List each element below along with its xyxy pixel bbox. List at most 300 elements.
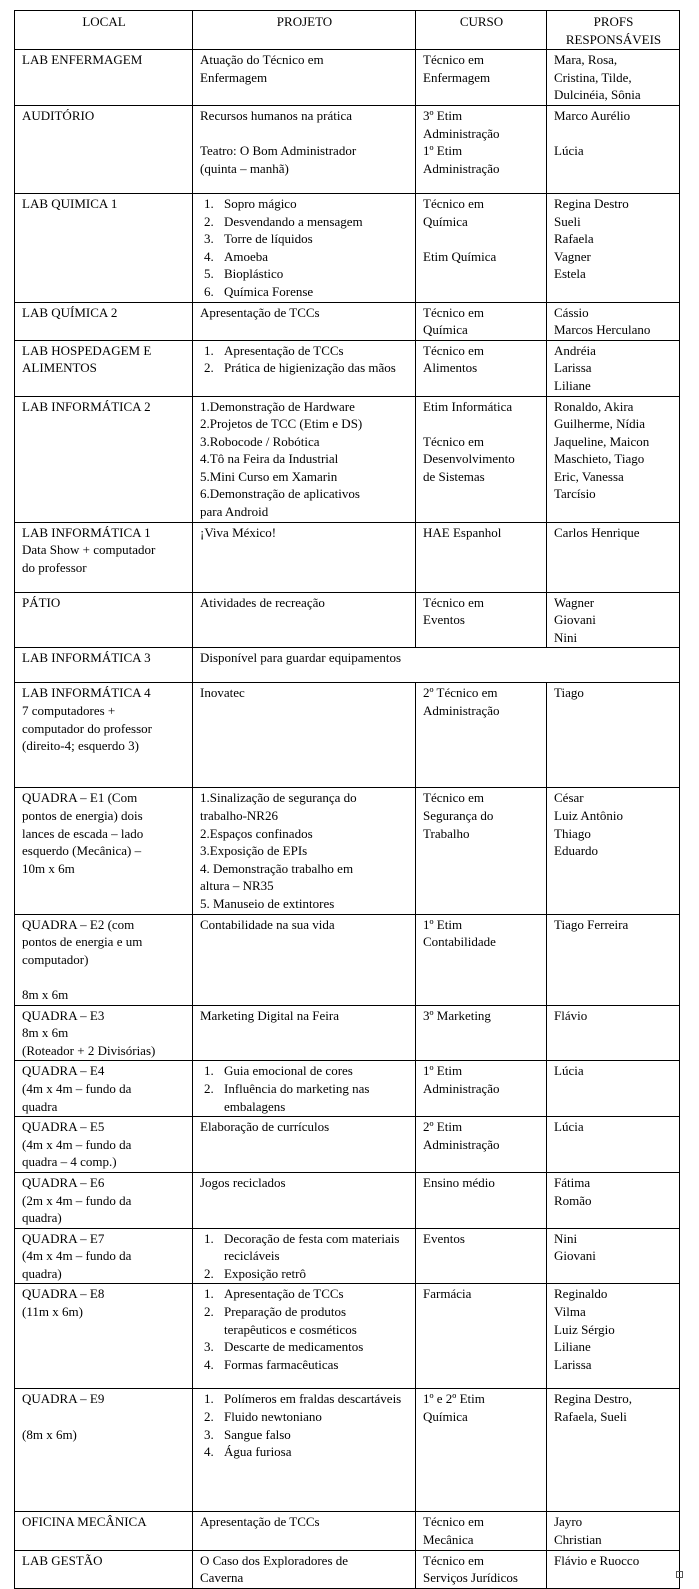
local-line: esquerdo (Mecânica) –: [22, 843, 142, 859]
cell-curso: [416, 1389, 547, 1512]
header-profs: [547, 11, 680, 50]
list-number: 1.: [204, 1063, 214, 1079]
projeto-line: 4. Demonstração trabalho em: [200, 860, 354, 876]
projeto-line: 6.Demonstração de aplicativos: [200, 486, 360, 502]
local-line: (4m x 4m – fundo da: [22, 1136, 132, 1152]
projeto-line: [200, 125, 409, 143]
local-line: LAB INFORMÁTICA 3: [22, 650, 151, 666]
profs-line: Jaqueline, Maicon: [554, 433, 650, 449]
profs-line: Vilma: [554, 1304, 586, 1320]
local-line: (11m x 6m): [22, 1304, 83, 1320]
list-text: Sopro mágico: [224, 195, 297, 211]
projeto-line: trabalho-NR26: [200, 808, 278, 824]
local-line: LAB INFORMÁTICA 1: [22, 524, 151, 540]
profs-line: Regina Destro: [554, 195, 629, 211]
local-line: LAB GESTÃO: [22, 1552, 103, 1568]
cell-curso: [416, 522, 547, 592]
cell-curso: [416, 1550, 547, 1588]
cell-projeto: [193, 396, 416, 522]
profs-line: Giovani: [554, 612, 596, 628]
curso-line: Técnico em: [423, 433, 484, 449]
cell-local: [15, 1172, 193, 1228]
cell-local: [15, 648, 193, 683]
projeto-line: Marketing Digital na Feira: [200, 1007, 339, 1023]
cell-curso: [416, 788, 547, 914]
profs-line: [554, 125, 673, 143]
list-text: Apresentação de TCCs: [224, 1286, 344, 1302]
profs-line: Tiago Ferreira: [554, 916, 629, 932]
profs-line: Rafaela, Sueli: [554, 1409, 627, 1425]
list-text: Apresentação de TCCs: [224, 342, 344, 358]
local-line: QUADRA – E9: [22, 1391, 105, 1407]
local-line: AUDITÓRIO: [22, 107, 95, 123]
profs-line: Romão: [554, 1192, 592, 1208]
list-number: 2.: [204, 360, 214, 376]
curso-line: 1º e 2º Etim: [423, 1391, 485, 1407]
curso-line: de Sistemas: [423, 468, 485, 484]
profs-line: Wagner: [554, 594, 595, 610]
curso-line: Administração: [423, 160, 500, 176]
cell-local: [15, 788, 193, 914]
local-line: 8m x 6m: [22, 1025, 69, 1041]
cell-profs: [547, 1005, 680, 1061]
cell-projeto: [193, 1061, 416, 1117]
curso-line: Farmácia: [423, 1286, 472, 1302]
profs-line: Andréia: [554, 342, 596, 358]
project-list-item: [200, 283, 409, 301]
list-text: Bioplástico: [224, 266, 284, 282]
profs-line: Cássio: [554, 304, 589, 320]
cell-curso: [416, 193, 547, 302]
table-row: [15, 193, 680, 302]
cell-profs: [547, 105, 680, 193]
local-line: quadra): [22, 1210, 62, 1226]
cell-profs: [547, 1550, 680, 1588]
projeto-line: Apresentação de TCCs: [200, 304, 320, 320]
project-list-item: [200, 1230, 409, 1265]
cell-curso: [416, 1228, 547, 1284]
cell-projeto: [193, 1284, 416, 1389]
cell-profs: [547, 592, 680, 648]
cell-curso: [416, 1284, 547, 1389]
local-line: LAB QUÍMICA 2: [22, 304, 118, 320]
profs-line: Sueli: [554, 213, 581, 229]
header-projeto: PROJETO: [193, 11, 416, 50]
list-text: Guia emocional de cores: [224, 1063, 353, 1079]
profs-line: Giovani: [554, 1248, 596, 1264]
local-line: lances de escada – lado: [22, 825, 144, 841]
table-row: [15, 302, 680, 340]
curso-line: Química: [423, 322, 468, 338]
project-list-item: [200, 1080, 409, 1115]
cell-profs: [547, 302, 680, 340]
profs-line: Larissa: [554, 360, 592, 376]
curso-line: Eventos: [423, 612, 465, 628]
projeto-line: Elaboração de currículos: [200, 1119, 330, 1135]
table-row: [15, 914, 680, 1005]
cell-projeto: [193, 592, 416, 648]
profs-line: Mara, Rosa,: [554, 52, 618, 68]
table-row: [15, 340, 680, 396]
projeto-line: Atuação do Técnico em: [200, 52, 324, 68]
cell-profs: [547, 1172, 680, 1228]
curso-line: 3º Marketing: [423, 1007, 491, 1023]
local-line: (4m x 4m – fundo da: [22, 1080, 132, 1096]
profs-line: Flávio e Ruocco: [554, 1552, 640, 1568]
profs-line: Thiago: [554, 825, 591, 841]
list-text: Influência do marketing nas embalagens: [224, 1080, 370, 1114]
local-line: LAB INFORMÁTICA 2: [22, 398, 151, 414]
profs-line: Tiago: [554, 685, 584, 701]
projeto-line: 5.Mini Curso em Xamarin: [200, 468, 338, 484]
curso-line: Técnico em: [423, 342, 484, 358]
table-row: [15, 683, 680, 788]
profs-line: Estela: [554, 266, 586, 282]
projeto-line: 3.Exposição de EPIs: [200, 843, 308, 859]
curso-line: Trabalho: [423, 825, 470, 841]
projeto-line: ¡Viva México!: [200, 524, 277, 540]
list-number: 2.: [204, 1304, 214, 1320]
list-text: Descarte de medicamentos: [224, 1339, 364, 1355]
local-line: LAB ENFERMAGEM: [22, 52, 143, 68]
profs-line: Rafaela: [554, 231, 594, 247]
cell-projeto: [193, 914, 416, 1005]
list-number: 5.: [204, 266, 214, 282]
local-line: PÁTIO: [22, 594, 61, 610]
cell-profs: [547, 788, 680, 914]
table-row: [15, 1005, 680, 1061]
profs-line: Tarcísio: [554, 486, 596, 502]
table-row: [15, 1550, 680, 1588]
cell-local: [15, 683, 193, 788]
local-line: QUADRA – E3: [22, 1007, 105, 1023]
curso-line: Enfermagem: [423, 69, 491, 85]
curso-line: Desenvolvimento: [423, 451, 515, 467]
cell-profs: [547, 914, 680, 1005]
project-list-item: [200, 213, 409, 231]
local-line: computador): [22, 951, 89, 967]
local-line: (8m x 6m): [22, 1426, 77, 1442]
cell-projeto: [193, 1228, 416, 1284]
list-text: Preparação de produtos terapêuticos e cosméticos: [224, 1304, 357, 1337]
projeto-line: 4.Tô na Feira da Industrial: [200, 451, 339, 467]
list-number: 4.: [204, 248, 214, 264]
project-list-item: [200, 1356, 409, 1374]
projeto-line: Inovatec: [200, 685, 245, 701]
cell-profs: [547, 1228, 680, 1284]
curso-line: [423, 415, 540, 433]
profs-line: Regina Destro,: [554, 1391, 632, 1407]
profs-line: Eric, Vanessa: [554, 468, 624, 484]
projeto-line: Disponível para guardar equipamentos: [200, 650, 402, 666]
table-row: [15, 1117, 680, 1173]
curso-line: [423, 230, 540, 248]
curso-line: 2º Etim: [423, 1119, 463, 1135]
projeto-line: 2.Projetos de TCC (Etim e DS): [200, 416, 363, 432]
cell-local: [15, 340, 193, 396]
curso-line: Administração: [423, 1136, 500, 1152]
projeto-line: Caverna: [200, 1570, 244, 1586]
header-row: [15, 11, 680, 50]
local-line: LAB INFORMÁTICA 4: [22, 685, 151, 701]
project-list-item: [200, 1265, 409, 1283]
profs-line: Dulcinéia, Sônia: [554, 87, 641, 103]
cell-local: [15, 396, 193, 522]
local-line: quadra): [22, 1265, 62, 1281]
list-number: 3.: [204, 1339, 214, 1355]
projeto-line: 3.Robocode / Robótica: [200, 433, 320, 449]
curso-line: HAE Espanhol: [423, 524, 502, 540]
cell-profs: [547, 522, 680, 592]
table-row: [15, 1284, 680, 1389]
projeto-line: Enfermagem: [200, 69, 268, 85]
table-row: [15, 396, 680, 522]
cell-local: [15, 105, 193, 193]
local-line: QUADRA – E7: [22, 1230, 105, 1246]
list-text: Formas farmacêuticas: [224, 1356, 339, 1372]
list-number: 1.: [204, 1391, 214, 1407]
cell-curso: [416, 302, 547, 340]
cell-profs: [547, 396, 680, 522]
local-line: quadra: [22, 1098, 58, 1114]
curso-line: Técnico em: [423, 52, 484, 68]
cell-projeto: [193, 1512, 416, 1550]
profs-line: Liliane: [554, 1339, 591, 1355]
project-list-item: [200, 1285, 409, 1303]
header-profs-line: RESPONSÁVEIS: [565, 31, 662, 47]
cell-local: [15, 1228, 193, 1284]
local-line: LAB QUIMICA 1: [22, 195, 118, 211]
profs-line: Guilherme, Nídia: [554, 416, 645, 432]
local-line: (Roteador + 2 Divisórias): [22, 1042, 156, 1058]
cell-local: [15, 914, 193, 1005]
cell-projeto: [193, 1172, 416, 1228]
curso-line: Técnico em: [423, 594, 484, 610]
profs-line: Marcos Herculano: [554, 322, 651, 338]
cell-profs: [547, 1512, 680, 1550]
projeto-line: Apresentação de TCCs: [200, 1514, 320, 1530]
cell-curso: [416, 50, 547, 106]
local-line: QUADRA – E2 (com: [22, 916, 135, 932]
curso-line: Administração: [423, 1080, 500, 1096]
local-line: ALIMENTOS: [22, 360, 97, 376]
cell-profs: [547, 1061, 680, 1117]
table-row: [15, 105, 680, 193]
cell-projeto: [193, 683, 416, 788]
curso-line: Técnico em: [423, 195, 484, 211]
project-list-item: [200, 1062, 409, 1080]
profs-line: Luiz Sérgio: [554, 1321, 615, 1337]
local-line: 10m x 6m: [22, 860, 75, 876]
local-line: QUADRA – E5: [22, 1119, 105, 1135]
list-text: Química Forense: [224, 283, 314, 299]
schedule-table: [14, 10, 680, 1589]
curso-line: Serviços Jurídicos: [423, 1570, 518, 1586]
projeto-line: 1.Sinalização de segurança do: [200, 790, 357, 806]
cell-curso: [416, 105, 547, 193]
list-text: Exposição retrô: [224, 1265, 306, 1281]
local-line: computador do professor: [22, 720, 152, 736]
table-row: [15, 1228, 680, 1284]
list-number: 2.: [204, 1265, 214, 1281]
list-text: Amoeba: [224, 248, 269, 264]
list-number: 3.: [204, 1426, 214, 1442]
cell-local: [15, 50, 193, 106]
curso-line: Química: [423, 213, 468, 229]
list-text: Fluido newtoniano: [224, 1409, 322, 1425]
cell-curso: [416, 396, 547, 522]
cell-projeto: [193, 522, 416, 592]
cell-projeto: [193, 105, 416, 193]
projeto-line: Jogos reciclados: [200, 1174, 286, 1190]
cell-local: [15, 1117, 193, 1173]
local-line: (direito-4; esquerdo 3): [22, 738, 139, 754]
local-line: do professor: [22, 559, 87, 575]
cell-local: [15, 592, 193, 648]
projeto-line: 1.Demonstração de Hardware: [200, 398, 355, 414]
list-number: 2.: [204, 213, 214, 229]
curso-line: Mecânica: [423, 1532, 474, 1548]
curso-line: Ensino médio: [423, 1174, 495, 1190]
header-local: LOCAL: [15, 11, 193, 50]
curso-line: Administração: [423, 125, 500, 141]
local-line: 7 computadores +: [22, 703, 116, 719]
curso-line: Etim Química: [423, 248, 497, 264]
table-row: [15, 50, 680, 106]
list-text: Água furiosa: [224, 1444, 292, 1460]
table-row: [15, 1389, 680, 1512]
profs-line: Larissa: [554, 1356, 592, 1372]
project-list-item: [200, 265, 409, 283]
table-row: [15, 522, 680, 592]
project-list-item: [200, 359, 409, 377]
projeto-line: Contabilidade na sua vida: [200, 916, 335, 932]
local-line: QUADRA – E1 (Com: [22, 790, 138, 806]
curso-line: Técnico em: [423, 1514, 484, 1530]
cell-projeto: [193, 340, 416, 396]
profs-line: Cristina, Tilde,: [554, 69, 632, 85]
cell-curso: [416, 1117, 547, 1173]
cell-curso: [416, 1005, 547, 1061]
list-number: 4.: [204, 1444, 214, 1460]
local-line: 8m x 6m: [22, 986, 69, 1002]
profs-line: Reginaldo: [554, 1286, 608, 1302]
list-text: Sangue falso: [224, 1426, 291, 1442]
local-line: OFICINA MECÂNICA: [22, 1514, 147, 1530]
project-list-item: [200, 1390, 409, 1408]
list-number: 1.: [204, 342, 214, 358]
list-text: Polímeros em fraldas descartáveis: [224, 1391, 402, 1407]
projeto-line: altura – NR35: [200, 878, 274, 894]
profs-line: Ronaldo, Akira: [554, 398, 634, 414]
list-number: 2.: [204, 1409, 214, 1425]
cell-profs: [547, 193, 680, 302]
curso-line: 1º Etim: [423, 1063, 463, 1079]
local-line: quadra – 4 comp.): [22, 1154, 117, 1170]
local-line: (4m x 4m – fundo da: [22, 1248, 132, 1264]
table-row: [15, 788, 680, 914]
curso-line: Eventos: [423, 1230, 465, 1246]
curso-line: 2º Técnico em: [423, 685, 498, 701]
cell-projeto: [193, 302, 416, 340]
curso-line: 3º Etim: [423, 107, 463, 123]
local-line: [22, 1408, 186, 1426]
curso-line: Administração: [423, 703, 500, 719]
cell-curso: [416, 592, 547, 648]
projeto-line: Recursos humanos na prática: [200, 107, 352, 123]
profs-line: Vagner: [554, 248, 591, 264]
curso-line: Química: [423, 1409, 468, 1425]
header-curso: CURSO: [416, 11, 547, 50]
cell-projeto: [193, 1550, 416, 1588]
cell-projeto: [193, 788, 416, 914]
curso-line: Segurança do: [423, 808, 494, 824]
profs-line: Maschieto, Tiago: [554, 451, 645, 467]
cell-local: [15, 1389, 193, 1512]
list-number: 6.: [204, 283, 214, 299]
cell-projeto: [193, 1117, 416, 1173]
cell-profs: [547, 1389, 680, 1512]
local-line: pontos de energia) dois: [22, 808, 143, 824]
table-row: [15, 648, 680, 683]
curso-line: Alimentos: [423, 360, 478, 376]
profs-line: Nini: [554, 1230, 578, 1246]
project-list-item: [200, 230, 409, 248]
project-list-item: [200, 195, 409, 213]
table-row: [15, 1512, 680, 1550]
cell-profs: [547, 1117, 680, 1173]
profs-line: Marco Aurélio: [554, 107, 631, 123]
cell-curso: [416, 683, 547, 788]
profs-line: Flávio: [554, 1007, 588, 1023]
profs-line: Fátima: [554, 1174, 591, 1190]
cell-curso: [416, 1512, 547, 1550]
list-text: Prática de higienização das mãos: [224, 360, 396, 376]
cell-projeto: [193, 193, 416, 302]
cell-profs: [547, 1284, 680, 1389]
profs-line: Nini: [554, 629, 578, 645]
local-line: QUADRA – E8: [22, 1286, 105, 1302]
curso-line: 1º Etim: [423, 143, 463, 159]
cell-local: [15, 1005, 193, 1061]
table-row: [15, 592, 680, 648]
profs-line: Lúcia: [554, 1063, 584, 1079]
cell-local: [15, 1550, 193, 1588]
project-list-item: [200, 1443, 409, 1461]
curso-line: Técnico em: [423, 1552, 484, 1568]
projeto-line: (quinta – manhã): [200, 160, 289, 176]
profs-line: Eduardo: [554, 843, 599, 859]
profs-line: Luiz Antônio: [554, 808, 623, 824]
project-list-item: [200, 1303, 409, 1338]
project-list-item: [200, 1338, 409, 1356]
profs-line: César: [554, 790, 584, 806]
cell-projeto: [193, 50, 416, 106]
projeto-line: Teatro: O Bom Administrador: [200, 143, 357, 159]
local-line: [22, 968, 186, 986]
cell-projeto: [193, 1005, 416, 1061]
profs-line: Jayro: [554, 1514, 583, 1530]
cell-local: [15, 1512, 193, 1550]
local-line: QUADRA – E6: [22, 1174, 105, 1190]
projeto-line: Atividades de recreação: [200, 594, 325, 610]
local-line: Data Show + computador: [22, 542, 156, 558]
cell-local: [15, 522, 193, 592]
profs-line: Lúcia: [554, 1119, 584, 1135]
cell-profs: [547, 683, 680, 788]
project-list-item: [200, 342, 409, 360]
table-end-marker: [676, 1571, 683, 1578]
